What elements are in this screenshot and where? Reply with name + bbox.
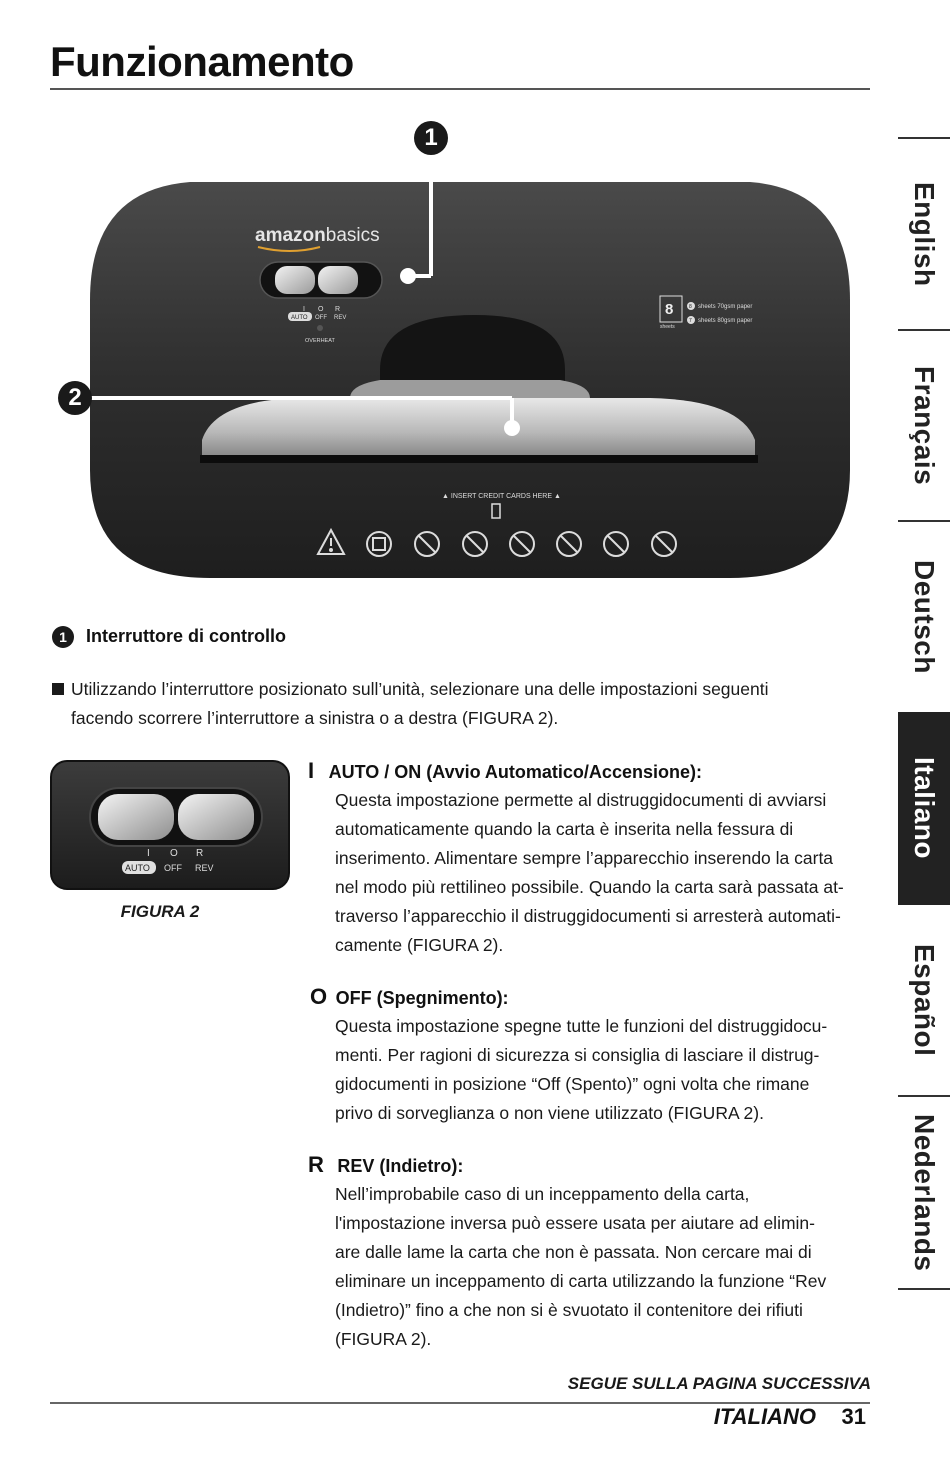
switch-mark: R bbox=[335, 306, 341, 313]
continue-note: SEGUE SULLA PAGINA SUCCESSIVA bbox=[567, 1374, 871, 1393]
setting-body: Questa impostazione permette al distruggidocumenti di avviarsi automaticamente quando la carta è inserita nella fessura di inserimento. Alimentare sempre l’apparecchio inserendo la carta nel modo più rettilineo possibile. Quando la carta sarà passata at- traverso l’apparecchio il distruggidocumenti si arresterà automati- camente (FIGURA 2). bbox=[335, 790, 844, 955]
capacity-badge: 7 bbox=[689, 318, 692, 324]
setting-symbol: O bbox=[310, 984, 328, 1009]
figure2-illustration bbox=[50, 760, 290, 890]
intro-line: Utilizzando l’interruttore posizionato sull’unità, selezionare una delle impostazioni seguenti bbox=[71, 679, 769, 699]
setting-auto bbox=[308, 758, 865, 960]
tab-italiano[interactable]: Italiano bbox=[898, 712, 950, 905]
switch-label: OFF bbox=[315, 315, 327, 321]
capacity-line: sheets 80gsm paper bbox=[698, 318, 753, 324]
shredder-top-illustration bbox=[50, 110, 890, 600]
brand-prefix: amazon bbox=[255, 225, 326, 246]
callout-2: 2 bbox=[58, 381, 92, 415]
brand-suffix: basics bbox=[325, 225, 380, 246]
page-title: Funzionamento bbox=[50, 38, 354, 85]
tab-deutsch[interactable]: Deutsch bbox=[909, 560, 940, 674]
section-callout: 1 bbox=[52, 626, 74, 648]
intro-line: facendo scorrere l’interruttore a sinistra o a destra (FIGURA 2). bbox=[71, 708, 559, 728]
switch-mark: O bbox=[318, 306, 324, 313]
switch-label: AUTO bbox=[125, 863, 150, 873]
switch-label: REV bbox=[334, 315, 347, 321]
tab-divider bbox=[898, 1288, 950, 1290]
setting-body: Questa impostazione spegne tutte le funzioni del distruggidocu- menti. Per ragioni di sicurezza si consiglia di lasciare il distrug- gidocumenti in posizione “Off (Spento)” ogni volta che rimane privo di sorveglianza o non viene utilizzato (FIGURA 2). bbox=[335, 1016, 828, 1123]
tab-nederlands[interactable]: Nederlands bbox=[909, 1113, 940, 1272]
overheat-label: OVERHEAT bbox=[305, 338, 335, 344]
setting-body: Nell’improbabile caso di un inceppamento della carta, l'impostazione inversa può essere usata per aiutare ad elimin- are dalle lame la carta che non è passata. Non cercare mai di eliminare un inceppamento di carta utilizzando la funzione “Rev (Indietro)” fino a che non si è svuotato il contenitore dei rifiuti (FIGURA 2). bbox=[335, 1184, 827, 1349]
section-heading: Interruttore di controllo bbox=[86, 626, 286, 646]
setting-heading: OFF (Spegnimento): bbox=[335, 988, 509, 1008]
setting-off bbox=[310, 984, 865, 1128]
capacity-unit: sheets bbox=[660, 324, 675, 330]
tab-espanol[interactable]: Español bbox=[909, 943, 940, 1057]
setting-heading: REV (Indietro): bbox=[337, 1156, 464, 1176]
callout-1: 1 bbox=[414, 121, 448, 155]
capacity-badge: 8 bbox=[689, 304, 692, 310]
setting-rev bbox=[308, 1152, 865, 1354]
bullet-square bbox=[52, 683, 64, 695]
switch-knob bbox=[275, 266, 315, 294]
footer-language: ITALIANO bbox=[713, 1404, 816, 1429]
figure2-caption: FIGURA 2 bbox=[120, 902, 200, 921]
tab-english[interactable]: English bbox=[909, 181, 940, 287]
capacity-line: sheets 70gsm paper bbox=[698, 304, 753, 310]
setting-symbol: R bbox=[308, 1152, 324, 1177]
setting-symbol: I bbox=[308, 758, 315, 783]
switch-mark: R bbox=[196, 848, 204, 859]
tab-francais[interactable]: Français bbox=[909, 365, 940, 486]
capacity-number: 8 bbox=[665, 301, 674, 318]
switch-label: AUTO bbox=[291, 315, 308, 321]
switch-knob bbox=[98, 794, 174, 840]
page-number: 31 bbox=[841, 1404, 866, 1429]
switch-mark: I bbox=[147, 848, 150, 859]
switch-label: REV bbox=[195, 863, 214, 873]
title-divider bbox=[50, 88, 870, 90]
insert-cards-label: ▲ INSERT CREDIT CARDS HERE ▲ bbox=[442, 493, 561, 500]
switch-mark: O bbox=[170, 848, 178, 859]
switch-mark: I bbox=[303, 306, 305, 313]
paper-guide bbox=[202, 398, 755, 455]
setting-heading: AUTO / ON (Avvio Automatico/Accensione): bbox=[328, 762, 702, 782]
switch-label: OFF bbox=[164, 863, 182, 873]
svg-text:amazonbasics bbox=[255, 225, 380, 246]
